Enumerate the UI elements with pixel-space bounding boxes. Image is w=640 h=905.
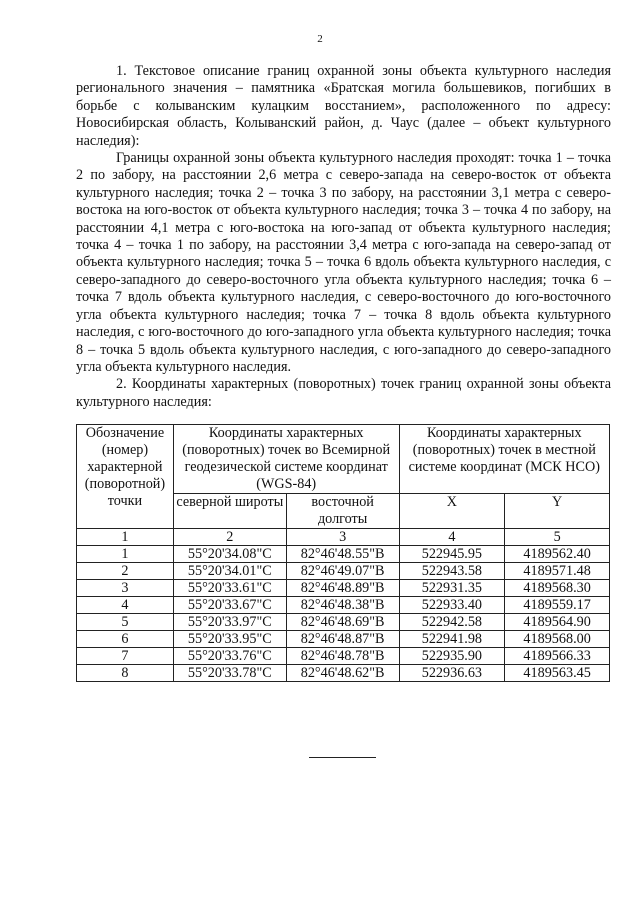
table-row bbox=[77, 580, 610, 597]
paragraph-coordinates-intro: 2. Координаты характерных (поворотных) точек границ охранной зоны объекта культурного наследия: bbox=[76, 376, 611, 410]
table-row bbox=[77, 546, 610, 563]
table-row bbox=[77, 614, 610, 631]
header-wgs84: Координаты характерных (поворотных) точек во Всемирной геодезической системе координат (WGS-84) bbox=[173, 425, 399, 494]
point-number: 2 bbox=[77, 563, 174, 580]
header-designation: Обозначение (номер) характерной (поворотной) точки bbox=[77, 425, 174, 529]
point-x: 522945.95 bbox=[399, 546, 505, 563]
subheader-y: Y bbox=[505, 494, 610, 529]
point-y: 4189568.00 bbox=[505, 631, 610, 648]
point-number: 4 bbox=[77, 597, 174, 614]
column-number: 4 bbox=[399, 529, 505, 546]
subheader-latitude: северной широты bbox=[173, 494, 286, 529]
column-number: 2 bbox=[173, 529, 286, 546]
point-longitude: 82°46'48.87"В bbox=[286, 631, 399, 648]
paragraph-description-intro: 1. Текстовое описание границ охранной зоны объекта культурного наследия регионального значения – памятника «Братская могила большевиков, погибших в борьбе с колыванским кулацким восстанием», расположенного по адресу: Новосибирская область, Колыванский район, д. Чаус (далее – объект культурного наследия): bbox=[76, 63, 611, 149]
table-row bbox=[77, 597, 610, 614]
point-y: 4189563.45 bbox=[505, 665, 610, 682]
table-column-number-row bbox=[77, 529, 610, 546]
point-longitude: 82°46'49.07"В bbox=[286, 563, 399, 580]
end-divider-line bbox=[309, 757, 376, 758]
point-y: 4189571.48 bbox=[505, 563, 610, 580]
point-latitude: 55°20'34.08"С bbox=[173, 546, 286, 563]
point-latitude: 55°20'34.01"С bbox=[173, 563, 286, 580]
point-latitude: 55°20'33.78"С bbox=[173, 665, 286, 682]
point-longitude: 82°46'48.69"В bbox=[286, 614, 399, 631]
point-y: 4189559.17 bbox=[505, 597, 610, 614]
table-header-row bbox=[77, 425, 610, 494]
point-x: 522943.58 bbox=[399, 563, 505, 580]
point-latitude: 55°20'33.97"С bbox=[173, 614, 286, 631]
point-latitude: 55°20'33.76"С bbox=[173, 648, 286, 665]
table-row bbox=[77, 648, 610, 665]
point-number: 5 bbox=[77, 614, 174, 631]
table-row bbox=[77, 665, 610, 682]
point-number: 3 bbox=[77, 580, 174, 597]
point-number: 1 bbox=[77, 546, 174, 563]
column-number: 3 bbox=[286, 529, 399, 546]
point-y: 4189566.33 bbox=[505, 648, 610, 665]
point-latitude: 55°20'33.61"С bbox=[173, 580, 286, 597]
point-x: 522936.63 bbox=[399, 665, 505, 682]
table-row bbox=[77, 631, 610, 648]
point-longitude: 82°46'48.78"В bbox=[286, 648, 399, 665]
point-number: 8 bbox=[77, 665, 174, 682]
point-latitude: 55°20'33.95"С bbox=[173, 631, 286, 648]
page-number: 2 bbox=[317, 33, 323, 45]
point-latitude: 55°20'33.67"С bbox=[173, 597, 286, 614]
column-number: 1 bbox=[77, 529, 174, 546]
point-longitude: 82°46'48.38"В bbox=[286, 597, 399, 614]
header-local-system: Координаты характерных (поворотных) точек в местной системе координат (МСК НСО) bbox=[399, 425, 609, 494]
subheader-x: X bbox=[399, 494, 505, 529]
point-x: 522933.40 bbox=[399, 597, 505, 614]
point-y: 4189562.40 bbox=[505, 546, 610, 563]
point-number: 6 bbox=[77, 631, 174, 648]
point-longitude: 82°46'48.89"В bbox=[286, 580, 399, 597]
subheader-longitude: восточной долготы bbox=[286, 494, 399, 529]
document-body bbox=[76, 63, 611, 411]
point-x: 522935.90 bbox=[399, 648, 505, 665]
point-x: 522942.58 bbox=[399, 614, 505, 631]
point-number: 7 bbox=[77, 648, 174, 665]
point-y: 4189564.90 bbox=[505, 614, 610, 631]
point-longitude: 82°46'48.55"В bbox=[286, 546, 399, 563]
paragraph-boundaries: Границы охранной зоны объекта культурного наследия проходят: точка 1 – точка 2 по забору, на расстоянии 2,6 метра с северо-запада на северо-восток от объекта культурного наследия; точка 2 – точка 3 по забору, на расстоянии 3,1 метра с северо-востока на юго-восток от объекта культурного наследия; точка 3 – точка 4 по забору, на расстоянии 4,1 метра с юго-востока на юго-запад от объекта культурного наследия; точка 4 – точка 1 по забору, на расстоянии 3,4 метра с юго-запада на северо-запад от объекта культурного наследия; точка 5 – точка 6 вдоль объекта культурного наследия, с северо-западного до северо-восточного угла объекта культурного наследия; точка 6 – точка 7 вдоль объекта культурного наследия, с северо-восточного до юго-восточного угла объекта культурного наследия; точка 7 – точка 8 вдоль объекта культурного наследия, с юго-восточного до юго-западного угла объекта культурного наследия; точка 8 – точка 5 вдоль объекта культурного наследия, с юго-западного до северо-западного угла объекта культурного наследия. bbox=[76, 150, 611, 375]
table-row bbox=[77, 563, 610, 580]
coordinates-table bbox=[76, 424, 610, 682]
column-number: 5 bbox=[505, 529, 610, 546]
point-longitude: 82°46'48.62"В bbox=[286, 665, 399, 682]
point-x: 522941.98 bbox=[399, 631, 505, 648]
point-y: 4189568.30 bbox=[505, 580, 610, 597]
point-x: 522931.35 bbox=[399, 580, 505, 597]
